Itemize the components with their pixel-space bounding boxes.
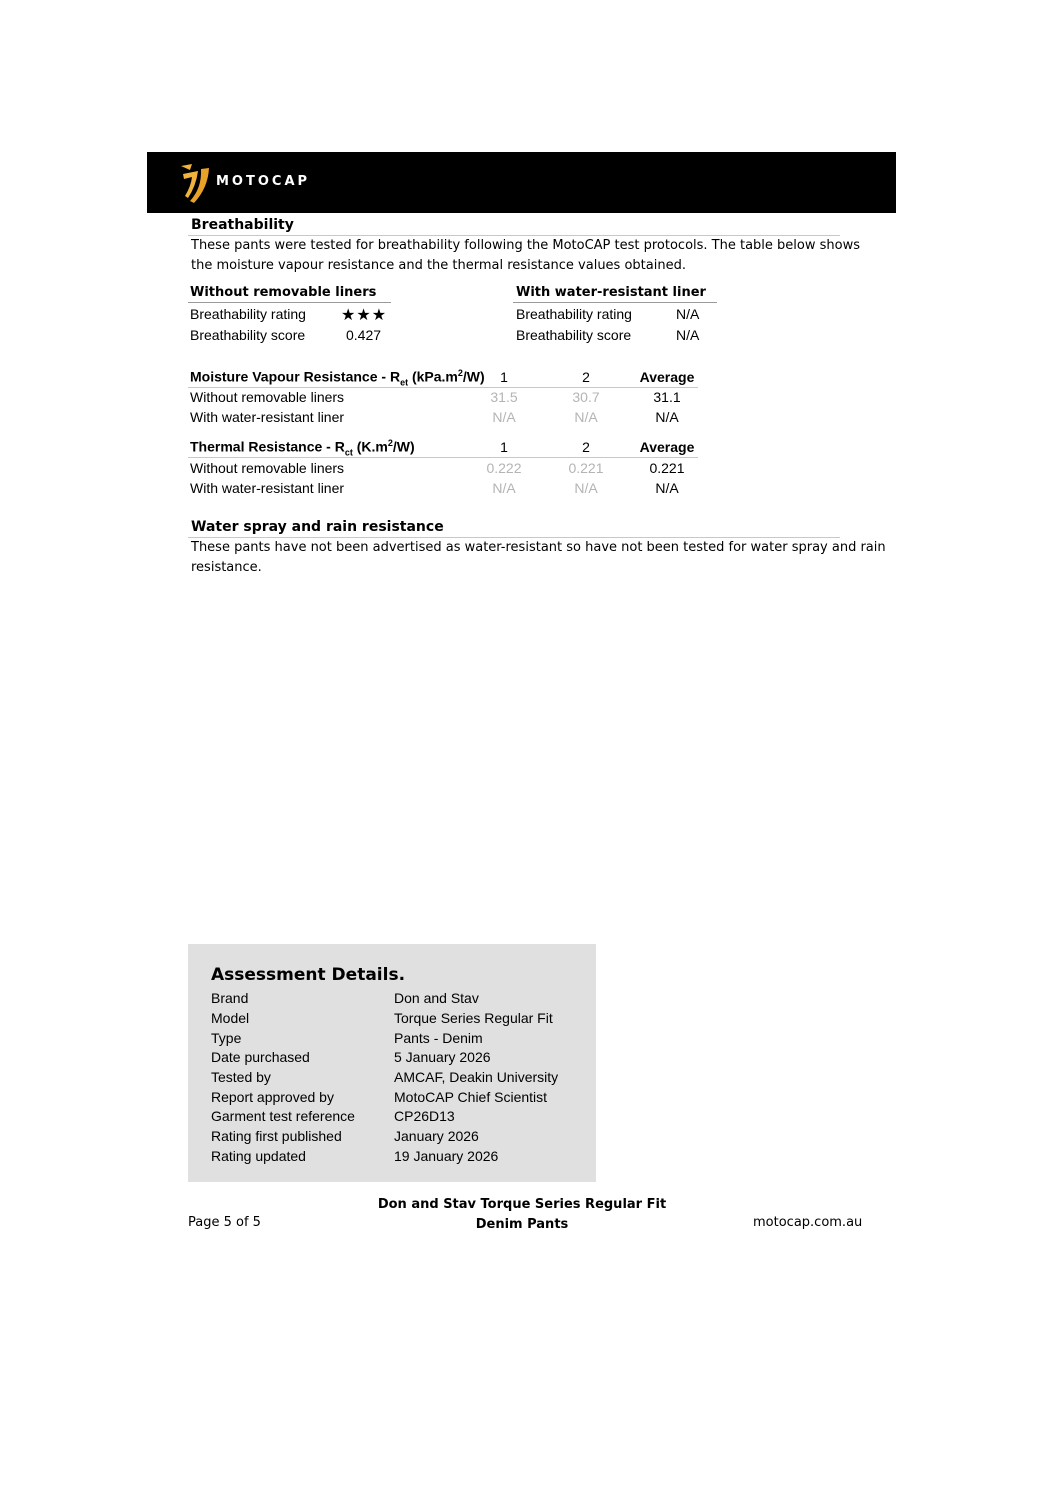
motocap-logo-icon bbox=[178, 162, 214, 204]
assessment-title: Assessment Details. bbox=[211, 965, 406, 985]
assessment-label: Rating updated bbox=[211, 1148, 306, 1164]
without-liners-rule bbox=[188, 302, 391, 303]
thermal-row-label: Without removable liners bbox=[190, 460, 345, 476]
assessment-label: Tested by bbox=[211, 1069, 271, 1085]
assessment-value: CP26D13 bbox=[394, 1108, 455, 1124]
water-title: Water spray and rain resistance bbox=[191, 519, 444, 535]
water-line1: These pants have not been advertised as water-resistant so have not been tested for water spray and rain bbox=[191, 540, 886, 555]
thermal-avg-header: Average bbox=[639, 439, 695, 455]
without-rating-label: Breathability rating bbox=[190, 306, 306, 322]
thermal-row-label: With water-resistant liner bbox=[190, 480, 345, 496]
assessment-label: Brand bbox=[211, 990, 249, 1006]
water-line2: resistance. bbox=[191, 560, 262, 575]
breathability-intro-line1: These pants were tested for breathability following the MotoCAP test protocols. The table below shows bbox=[191, 238, 860, 253]
with-score-value: N/A bbox=[676, 327, 700, 343]
thermal-col2-header: 2 bbox=[582, 439, 590, 455]
brand-logo-text: MOTOCAP bbox=[216, 174, 311, 189]
moisture-row-v2: 30.7 bbox=[572, 389, 600, 405]
thermal-row-avg: N/A bbox=[655, 480, 679, 496]
without-liners-heading: Without removable liners bbox=[190, 285, 377, 300]
moisture-rule bbox=[188, 387, 698, 388]
assessment-value: Don and Stav bbox=[394, 990, 479, 1006]
footer-site-link[interactable]: motocap.com.au bbox=[753, 1215, 863, 1230]
assessment-value: 19 January 2026 bbox=[394, 1148, 499, 1164]
moisture-col1-header: 1 bbox=[500, 369, 508, 385]
assessment-label: Type bbox=[211, 1030, 242, 1046]
without-rating-stars: ★★★ bbox=[341, 307, 388, 324]
with-liner-heading: With water-resistant liner bbox=[516, 285, 706, 300]
without-score-label: Breathability score bbox=[190, 327, 306, 343]
breathability-title: Breathability bbox=[191, 217, 294, 233]
assessment-value: Torque Series Regular Fit bbox=[394, 1010, 553, 1026]
assessment-value: MotoCAP Chief Scientist bbox=[394, 1089, 548, 1105]
thermal-row-v2: 0.221 bbox=[568, 460, 604, 476]
assessment-label: Report approved by bbox=[211, 1089, 334, 1105]
assessment-label: Garment test reference bbox=[211, 1108, 355, 1124]
moisture-row-v1: 31.5 bbox=[490, 389, 518, 405]
assessment-label: Rating first published bbox=[211, 1128, 342, 1144]
thermal-title: Thermal Resistance - $R_{ct}$ $(K.m^2/W)$ bbox=[190, 438, 415, 458]
with-rating-value: N/A bbox=[676, 306, 700, 322]
moisture-row-v1: N/A bbox=[492, 409, 516, 425]
thermal-row-v1: 0.222 bbox=[486, 460, 522, 476]
assessment-label: Model bbox=[211, 1010, 250, 1026]
page-number: Page 5 of 5 bbox=[188, 1215, 261, 1230]
footer-title-line1: Don and Stav Torque Series Regular Fit bbox=[377, 1197, 667, 1212]
thermal-col1-header: 1 bbox=[500, 439, 508, 455]
assessment-label: Date purchased bbox=[211, 1049, 310, 1065]
moisture-row-avg: N/A bbox=[655, 409, 679, 425]
moisture-row-v2: N/A bbox=[574, 409, 598, 425]
thermal-row-v1: N/A bbox=[492, 480, 516, 496]
moisture-avg-header: Average bbox=[639, 369, 695, 385]
assessment-value: Pants - Denim bbox=[394, 1030, 483, 1046]
assessment-value: January 2026 bbox=[394, 1128, 479, 1144]
with-score-label: Breathability score bbox=[516, 327, 632, 343]
moisture-row-avg: 31.1 bbox=[653, 389, 681, 405]
thermal-rule bbox=[188, 457, 698, 458]
without-score-value: 0.427 bbox=[346, 327, 382, 343]
assessment-value: AMCAF, Deakin University bbox=[394, 1069, 559, 1085]
moisture-row-label: Without removable liners bbox=[190, 389, 345, 405]
thermal-row-avg: 0.221 bbox=[649, 460, 685, 476]
with-liner-rule bbox=[513, 302, 717, 303]
with-rating-label: Breathability rating bbox=[516, 306, 632, 322]
breathability-intro-line2: the moisture vapour resistance and the thermal resistance values obtained. bbox=[191, 258, 686, 273]
moisture-col2-header: 2 bbox=[582, 369, 590, 385]
moisture-row-label: With water-resistant liner bbox=[190, 409, 345, 425]
moisture-title: Moisture Vapour Resistance - $R_{et}$ $(kPa.m^2/W)$ bbox=[190, 368, 485, 388]
assessment-value: 5 January 2026 bbox=[394, 1049, 491, 1065]
footer-title-line2: Denim Pants bbox=[475, 1217, 569, 1232]
thermal-row-v2: N/A bbox=[574, 480, 598, 496]
